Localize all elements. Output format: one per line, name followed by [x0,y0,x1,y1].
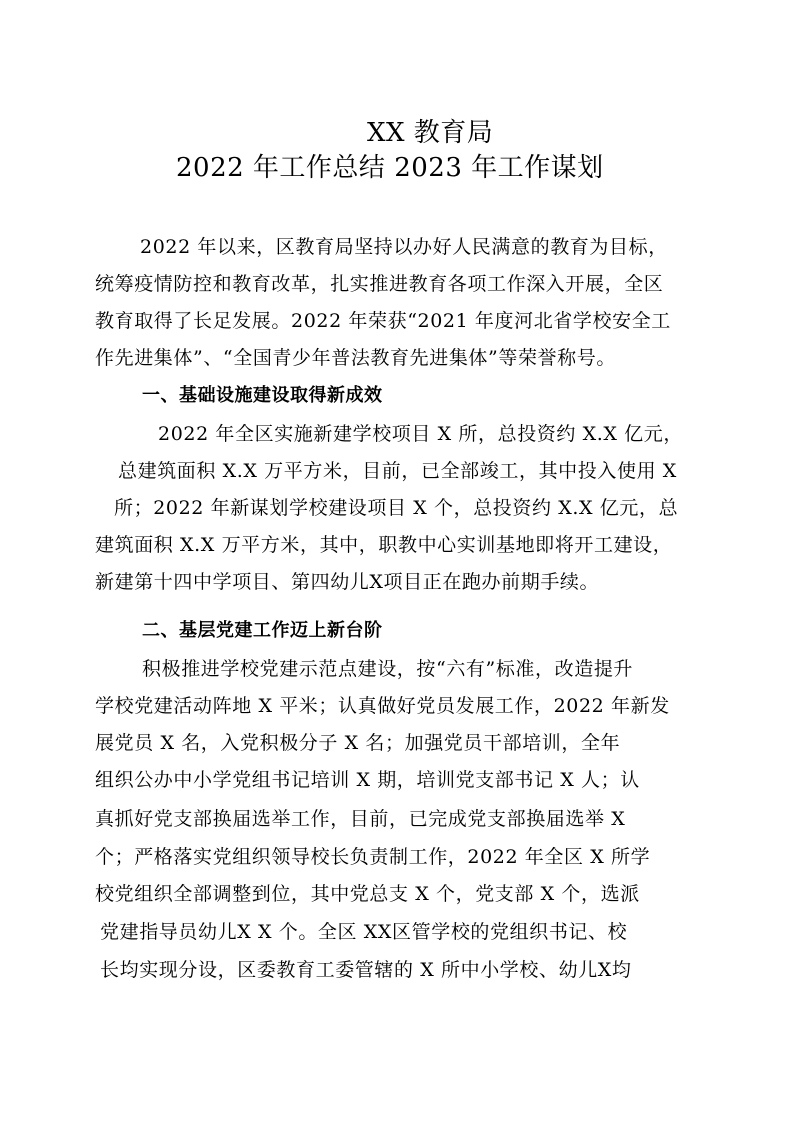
section2-line: 真抓好党支部换届选举工作，目前，已完成党支部换届选举 X [95,808,626,830]
section-heading-2: 二、基层党建工作迈上新台阶 [142,620,383,641]
section2-line: 长均实现分设，区委教育工委管辖的 X 所中小学校、幼儿X均 [100,959,632,981]
document-title-line-1: XX 教育局 [367,118,494,148]
section2-line: 个；严格落实党组织领导校长负责制工作，2022 年全区 X 所学 [95,846,651,868]
section2-line: 校党组织全部调整到位，其中党总支 X 个，党支部 X 个，选派 [95,883,640,905]
intro-line: 2022 年以来，区教育局坚持以办好人民满意的教育为目标， [140,236,668,258]
intro-line: 教育取得了长足发展。2022 年荣获“2021 年度河北省学校安全工 [95,310,671,332]
document-title-line-2: 2022 年工作总结 2023 年工作谋划 [176,153,604,183]
section-heading-1: 一、基础设施建设取得新成效 [142,385,383,406]
intro-line: 统筹疫情防控和教育改革，扎实推进教育各项工作深入开展，全区 [95,273,664,295]
section1-line: 所；2022 年新谋划学校建设项目 X 个，总投资约 X.X 亿元，总 [114,497,679,519]
section2-line: 学校党建活动阵地 X 平米；认真做好党员发展工作，2022 年新发 [95,695,670,717]
section1-line: 2022 年全区实施新建学校项目 X 所，总投资约 X.X 亿元， [158,423,683,445]
section2-line: 党建指导员幼儿X X 个。全区 XX区管学校的党组织书记、校 [100,921,628,943]
section1-line: 建筑面积 X.X 万平方米，其中，职教中心实训基地即将开工建设， [95,534,673,556]
section1-line: 新建第十四中学项目、第四幼儿X项目正在跑办前期手续。 [95,571,600,593]
section1-line: 总建筑面积 X.X 万平方米，目前，已全部竣工，其中投入使用 X [118,460,677,482]
section2-line: 积极推进学校党建示范点建设，按“六有”标准，改造提升 [142,658,634,680]
section2-line: 组织公办中小学党组书记培训 X 期，培训党支部书记 X 人；认 [95,769,640,791]
intro-line: 作先进集体”、“全国青少年普法教育先进集体”等荣誉称号。 [95,347,616,369]
section2-line: 展党员 X 名，入党积极分子 X 名；加强党员干部培训，全年 [95,732,621,754]
